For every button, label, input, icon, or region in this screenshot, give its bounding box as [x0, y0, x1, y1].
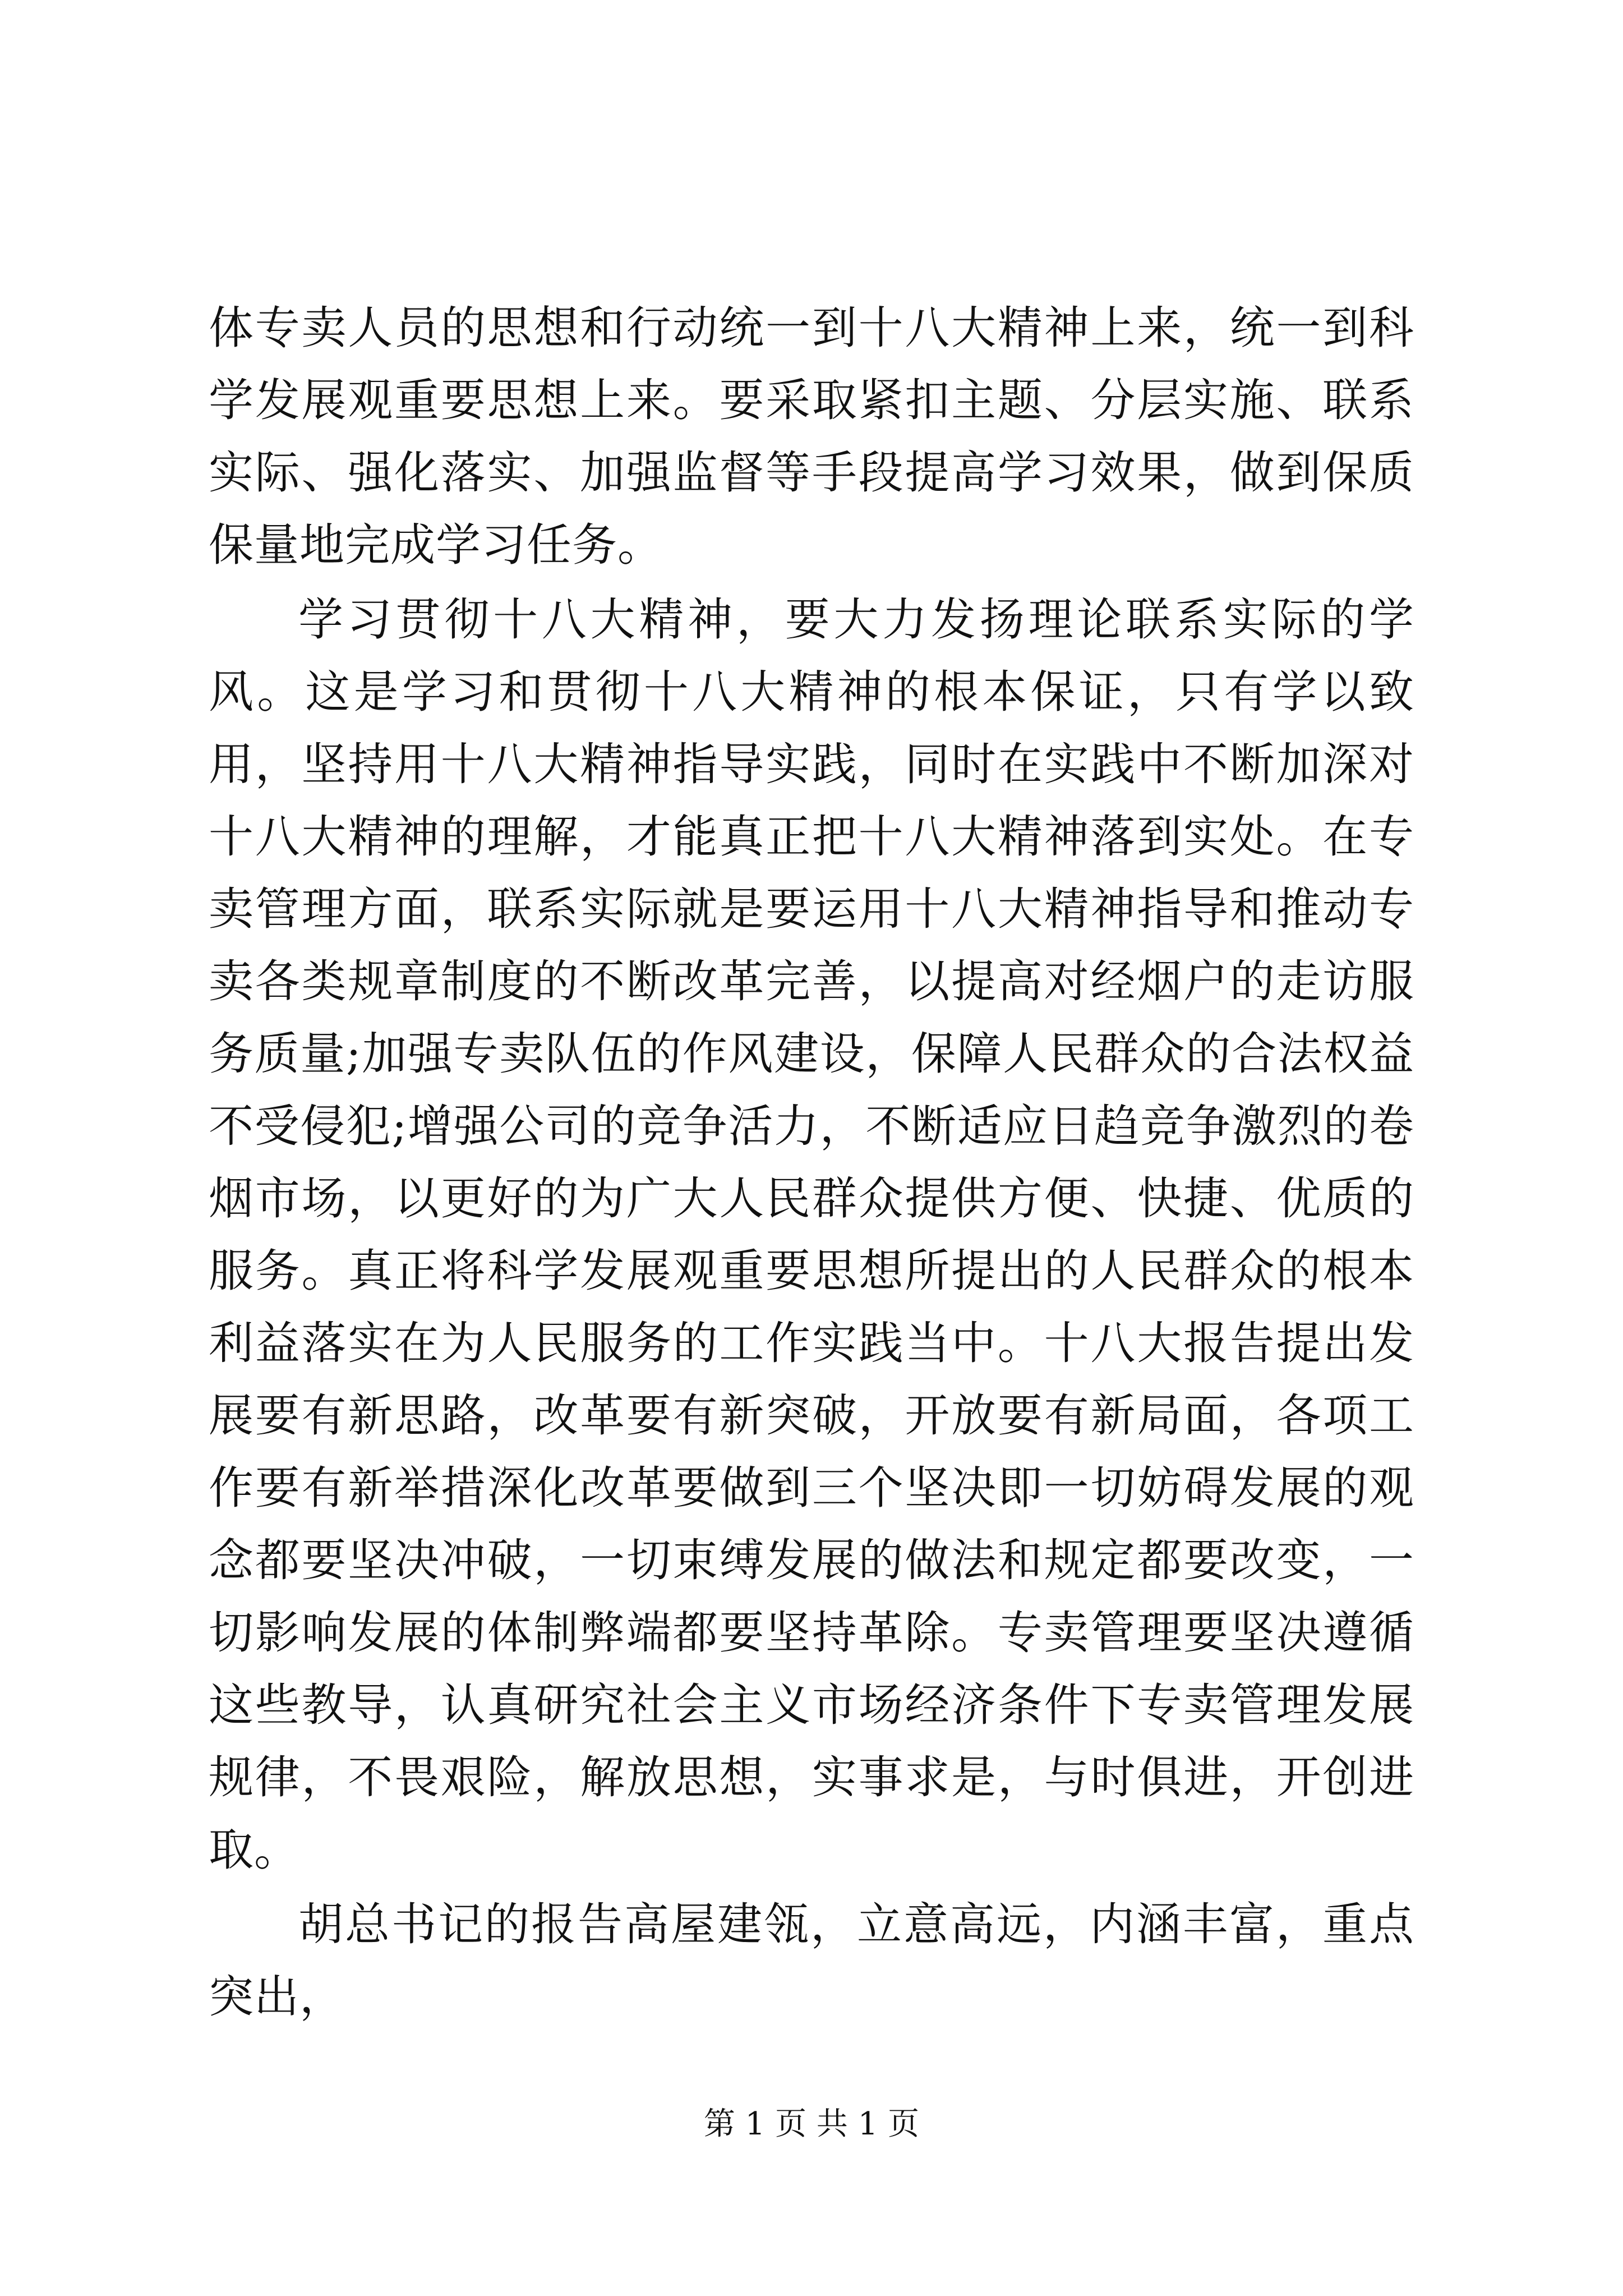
paragraph-2: 学习贯彻十八大精神，要大力发扬理论联系实际的学风。这是学习和贯彻十八大精神的根本保证，只有学以致用，坚持用十八大精神指导实践，同时在实践中不断加深对十八大精神的理解，才能真正把十八大精神落到实处。在专卖管理方面，联系实际就是要运用十八大精神指导和推动专卖各类规章制度的不断改革完善，以提高对经烟户的走访服务质量;加强专卖队伍的作风建设，保障人民群众的合法权益不受侵犯;增强公司的竞争活力，不断适应日趋竞争激烈的卷烟市场，以更好的为广大人民群众提供方便、快捷、优质的服务。真正将科学发展观重要思想所提出的人民群众的根本利益落实在为人民服务的工作实践当中。十八大报告提出发展要有新思路，改革要有新突破，开放要有新局面，各项工作要有新举措深化改革要做到三个坚决即一切妨碍发展的观念都要坚决冲破，一切束缚发展的做法和规定都要改变，一切影响发展的体制弊端都要坚持革除。专卖管理要坚决遵循这些教导，认真研究社会主义市场经济条件下专卖管理发展规律，不畏艰险，解放思想，实事求是，与时俱进，开创进取。: [209, 593, 1414, 1876]
paragraph-1: 体专卖人员的思想和行动统一到十八大精神上来，统一到科学发展观重要思想上来。要采取紧扣主题、分层实施、联系实际、强化落实、加强监督等手段提高学习效果，做到保质保量地完成学习任务。: [209, 302, 1414, 571]
page-footer: 第 1 页 共 1 页: [703, 2106, 920, 2142]
document-body: [209, 292, 1414, 2033]
paragraph-3: 胡总书记的报告高屋建瓴，立意高远，内涵丰富，重点突出，: [209, 1898, 1414, 2023]
